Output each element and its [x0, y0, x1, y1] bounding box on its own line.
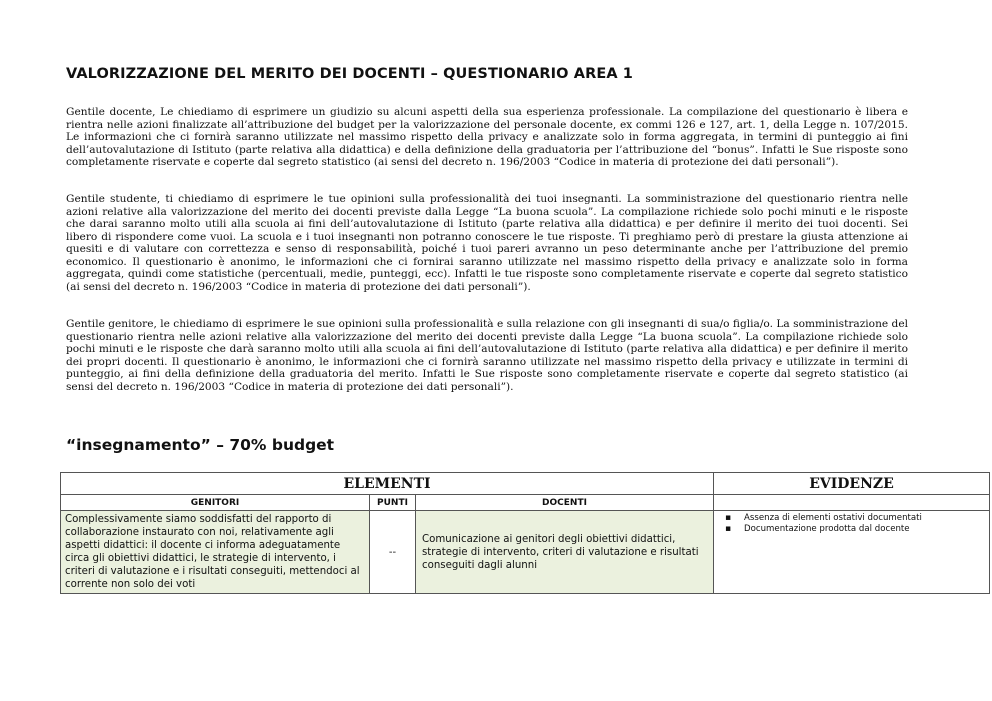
cell-punti: --: [370, 511, 416, 594]
evidenze-item: ▪ Assenza di elementi ostativi documentati: [744, 513, 985, 524]
evidenze-item: ▪ Documentazione prodotta dal docente: [744, 524, 985, 535]
document-title: VALORIZZAZIONE DEL MERITO DEI DOCENTI – QUESTIONARIO AREA 1: [66, 66, 633, 82]
intro-paragraph-studente: Gentile studente, ti chiediamo di esprimere le tue opinioni sulla professionalità dei tuoi insegnanti. La somministrazione del questionario rientra nelle azioni relative alla valorizzazione del merito dei docenti previste dalla Legge “La buona scuola”. La compilazione richiede solo pochi minuti e le risposte che darai saranno molto utili alla scuola ai fini dell’autovalutazione di Istituto (parte relativa alla didattica) e per definire il merito dei tuoi docenti. Sei libero di rispondere come vuoi. La scuola e i tuoi insegnanti non potranno conoscere le tue risposte. Ti preghiamo però di prestare la giusta attenzione ai quesiti e di valutare con correttezza e senso di responsabilità, poiché i tuoi pareri avranno un peso determinante anche per l’attribuzione del premio economico. Il questionario è anonimo, le informazioni che ci fornirai saranno utilizzate nel massimo rispetto della privacy e analizzate solo in forma aggregata, quindi come statistiche (percentuali, medie, punteggi, ecc). Infatti le tue risposte sono completamente riservate e coperte dal segreto statistico (ai sensi del decreto n. 196/2003 “Codice in materia di protezione dei dati personali”).: [66, 193, 908, 293]
col-header-punti: PUNTI: [370, 495, 416, 511]
evaluation-table: [60, 472, 990, 594]
col-header-evidenze-empty: [714, 495, 990, 511]
table-header-row: [61, 473, 990, 495]
col-header-docenti: DOCENTI: [416, 495, 714, 511]
intro-paragraph-docente: Gentile docente, Le chiediamo di esprimere un giudizio su alcuni aspetti della sua esperienza professionale. La compilazione del questionario è libera e rientra nelle azioni finalizzate all’attribuzione del budget per la valorizzazione del personale docente, ex commi 126 e 127, art. 1, della Legge n. 107/2015. Le informazioni che ci fornirà saranno utilizzate nel massimo rispetto della privacy e analizzate solo in forma aggregata, in termini di punteggio ai fini dell’autovalutazione di Istituto (parte relativa alla didattica) e della definizione della graduatoria per l’attribuzione del “bonus”. Infatti le Sue risposte sono completamente riservate e coperte dal segreto statistico (ai sensi del decreto n. 196/2003 “Codice in materia di protezione dei dati personali”).: [66, 106, 908, 168]
header-elementi: ELEMENTI: [61, 473, 714, 495]
col-header-genitori: GENITORI: [61, 495, 370, 511]
table-row: [61, 511, 990, 594]
cell-evidenze: [714, 511, 990, 594]
intro-paragraph-genitore: Gentile genitore, le chiediamo di esprimere le sue opinioni sulla professionalità e sulla relazione con gli insegnanti di sua/o figlia/o. La somministrazione del questionario rientra nelle azioni relative alla valorizzazione del merito dei docenti previste dalla Legge “La buona scuola”. La compilazione richiede solo pochi minuti e le risposte che darà saranno molto utili alla scuola ai fini dell’autovalutazione di Istituto (parte relativa alla didattica) e per definire il merito dei propri docenti. Il questionario è anonimo, le informazioni che ci fornirà saranno utilizzate nel massimo rispetto della privacy e utilizzate in termini di punteggio, ai fini della definizione della graduatoria del merito. Infatti le Sue risposte sono completamente riservate e coperte dal segreto statistico (ai sensi del decreto n. 196/2003 “Codice in materia di protezione dei dati personali”).: [66, 318, 908, 393]
cell-genitori: Complessivamente siamo soddisfatti del rapporto di collaborazione instaurato con noi, relativamente agli aspetti didattici: il docente ci informa adeguatamente circa gli obiettivi didattici, le strategie di intervento, i criteri di valutazione e i risultati conseguiti, mettendoci al corrente non solo dei voti: [61, 511, 370, 594]
evidenze-list: [718, 513, 985, 535]
table-subheader-row: [61, 495, 990, 511]
section-title: “insegnamento” – 70% budget: [66, 436, 335, 454]
header-evidenze: EVIDENZE: [714, 473, 990, 495]
cell-docenti: Comunicazione ai genitori degli obiettivi didattici, strategie di intervento, criteri di valutazione e risultati conseguiti dagli alunni: [416, 511, 714, 594]
